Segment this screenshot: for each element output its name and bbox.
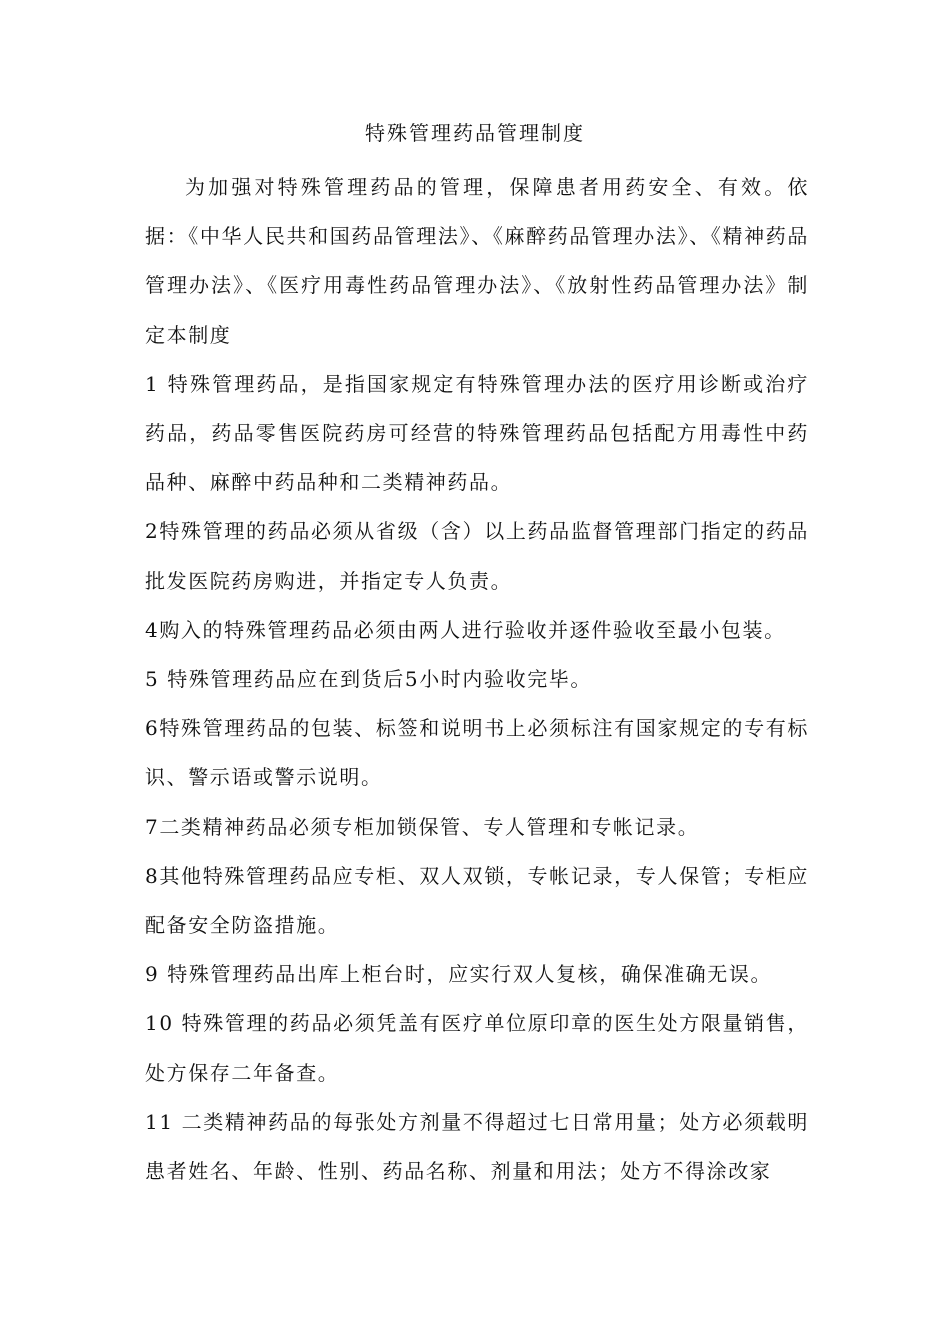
clause-1: 1 特殊管理药品，是指国家规定有特殊管理办法的医疗用诊断或治疗药品，药品零售医院药房可经营的特殊管理药品包括配方用毒性中药品种、麻醉中药品种和二类精神药品。 — [145, 371, 809, 495]
clause-11: 11 二类精神药品的每张处方剂量不得超过七日常用量；处方必须载明患者姓名、年龄、性别、药品名称、剂量和用法；处方不得涂改家 — [145, 1109, 809, 1184]
intro-paragraph: 为加强对特殊管理药品的管理，保障患者用药安全、有效。依据：《中华人民共和国药品管理法》、《麻醉药品管理办法》、《精神药品管理办法》、《医疗用毒性药品管理办法》、《放射性药品管理办法》制定本制度 — [145, 175, 809, 347]
clause-10: 10 特殊管理的药品必须凭盖有医疗单位原印章的医生处方限量销售，处方保存二年备查。 — [145, 1011, 809, 1085]
document-body — [145, 163, 809, 1196]
clause-2: 2特殊管理的药品必须从省级（含）以上药品监督管理部门指定的药品批发医院药房购进，并指定专人负责。 — [145, 519, 809, 593]
clause-5: 5 特殊管理药品应在到货后5小时内验收完毕。 — [145, 667, 593, 692]
clause-8: 8其他特殊管理药品应专柜、双人双锁，专帐记录，专人保管；专柜应配备安全防盗措施。 — [145, 863, 809, 938]
clause-4: 4购入的特殊管理药品必须由两人进行验收并逐件验收至最小包装。 — [145, 617, 786, 642]
clause-9: 9 特殊管理药品出库上柜台时，应实行双人复核，确保准确无误。 — [145, 962, 773, 987]
document-title: 特殊管理药品管理制度 — [365, 121, 585, 145]
clause-7: 7二类精神药品必须专柜加锁保管、专人管理和专帐记录。 — [145, 814, 700, 839]
clause-6: 6特殊管理药品的包装、标签和说明书上必须标注有国家规定的专有标识、警示语或警示说明。 — [145, 716, 809, 790]
